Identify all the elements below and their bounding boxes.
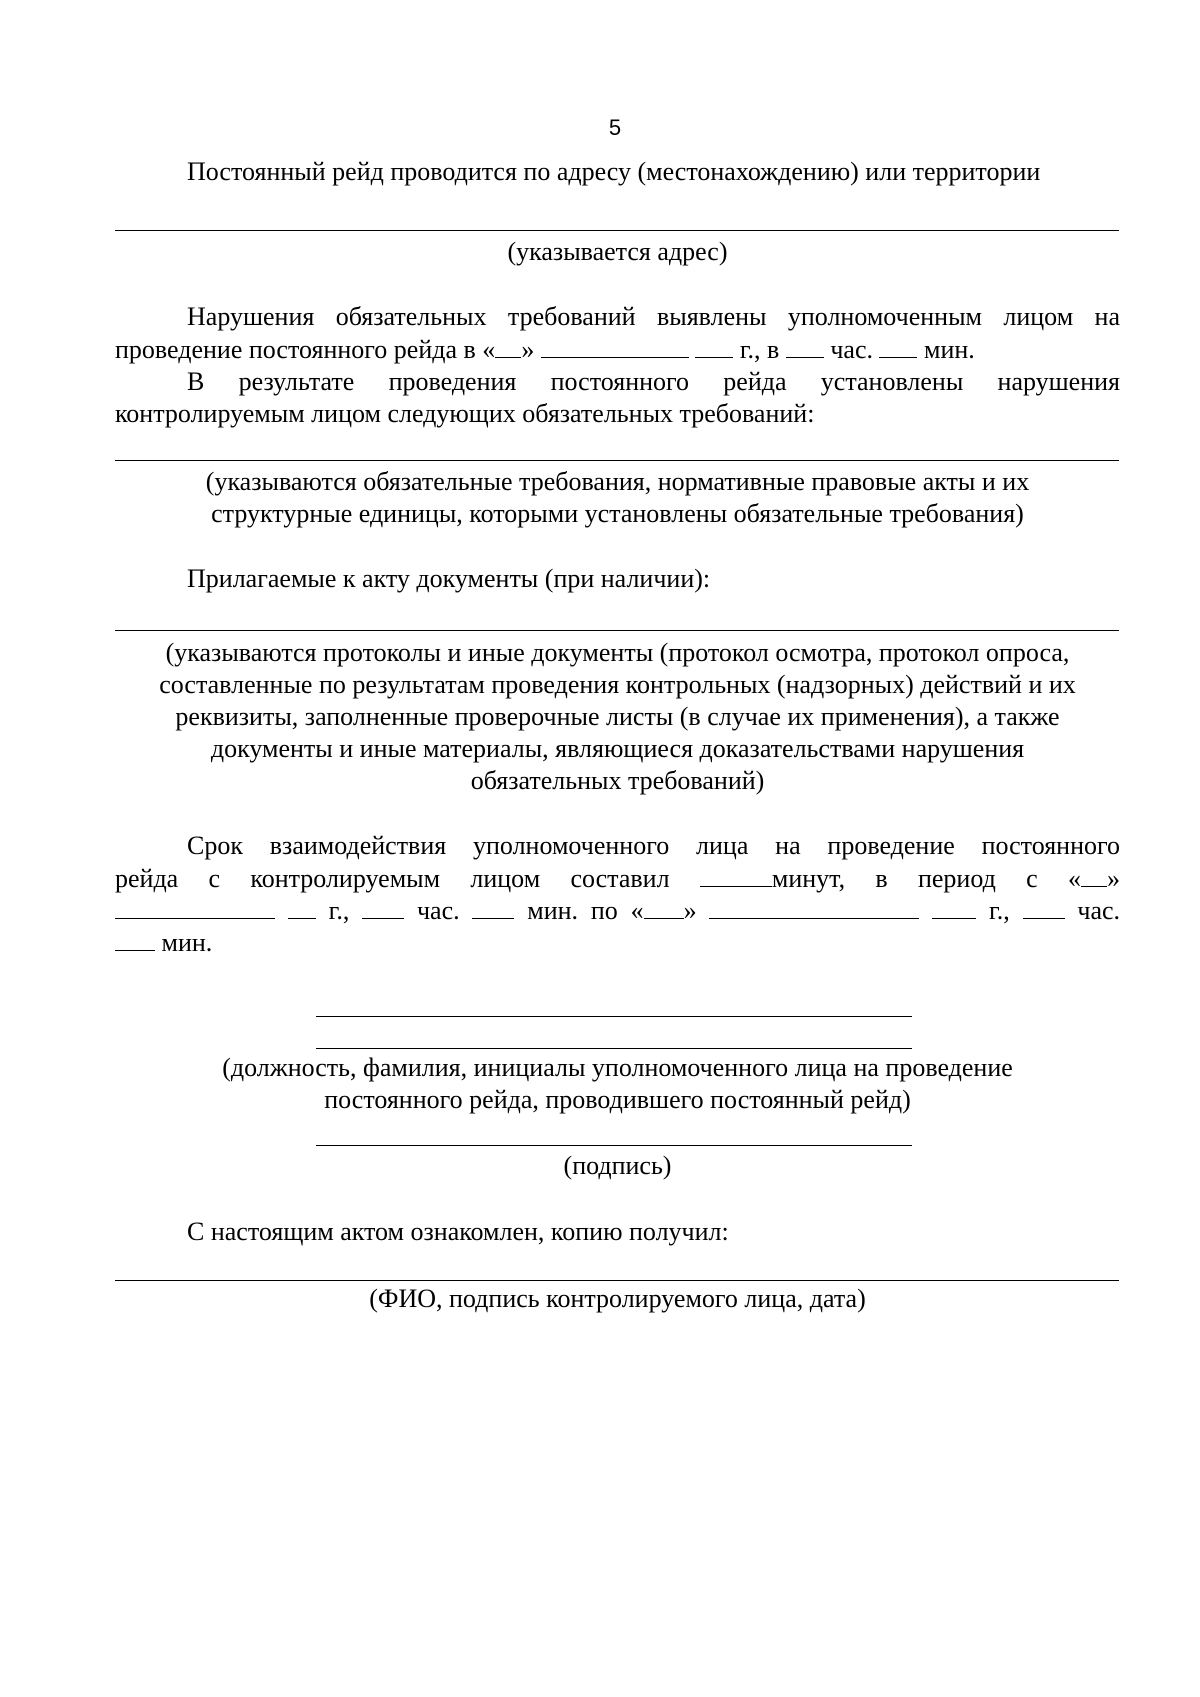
to-month-blank <box>709 896 919 919</box>
duration-paragraph-line2 <box>115 863 1120 895</box>
violations-paragraph-line2 <box>115 334 1120 366</box>
month-blank <box>541 335 689 358</box>
from-minute-blank <box>472 896 514 919</box>
violations-result-paragraph: В результате проведения постоянного рейда установлены нарушения контролируемым лицом следующих обязательных требований: <box>115 367 1120 428</box>
period-to-text: мин. по « <box>527 896 644 925</box>
attachments-caption-line2: составленные по результатам проведения контрольных (надзорных) действий и их <box>159 670 1076 699</box>
acknowledgement-caption: (ФИО, подпись контролируемого лица, дата) <box>369 1284 866 1313</box>
from-day-blank <box>1081 864 1107 887</box>
from-hour-blank <box>362 896 404 919</box>
quote-close: » <box>683 896 697 925</box>
attachments-paragraph: Прилагаемые к акту документы (при наличии): <box>187 564 711 593</box>
address-paragraph: Постоянный рейд проводится по адресу (местонахождению) или территории <box>187 157 1041 186</box>
signature-line <box>316 1145 912 1146</box>
year-blank <box>695 335 733 358</box>
hour-text: час. <box>830 335 873 364</box>
official-position-line-1 <box>316 1016 912 1017</box>
violations-date-prefix: проведение постоянного рейда в « <box>115 335 496 364</box>
requirements-caption-line1: (указываются обязательные требования, нормативные правовые акты и их <box>205 467 1030 496</box>
to-year-blank <box>932 896 976 919</box>
official-position-line-2 <box>316 1048 912 1049</box>
attachments-caption-line5: обязательных требований) <box>470 766 765 795</box>
attachments-caption-line1: (указываются протоколы и иные документы (протокол осмотра, протокол опроса, <box>165 638 1070 667</box>
from-month-blank <box>115 896 275 919</box>
violations-paragraph-line1: Нарушения обязательных требований выявлены уполномоченным лицом на <box>187 302 1120 331</box>
official-caption-line2: постоянного рейда, проводившего постоянный рейд) <box>324 1085 911 1114</box>
year-in-text: г., в <box>739 335 780 364</box>
quote-close: » <box>1107 864 1120 893</box>
requirements-line <box>115 460 1119 461</box>
minutes-count-blank <box>700 864 772 887</box>
period-from-text: минут, в период с « <box>771 864 1081 893</box>
address-caption: (указывается адрес) <box>507 237 728 266</box>
from-year-blank <box>288 896 316 919</box>
quote-close: » <box>521 335 535 364</box>
attachments-caption-line3: реквизиты, заполненные проверочные листы (в случае их применения), а также <box>175 702 1060 731</box>
address-line <box>115 230 1119 231</box>
minute-text: мин. <box>161 928 213 957</box>
year-in-text: г., <box>328 896 350 925</box>
acknowledgement-line <box>115 1280 1119 1281</box>
official-caption-line1: (должность, фамилия, инициалы уполномоченного лица на проведение <box>222 1053 1013 1082</box>
requirements-caption-line2: структурные единицы, которыми установлены обязательные требования) <box>211 499 1024 528</box>
hour-blank <box>786 335 824 358</box>
to-day-blank <box>644 896 684 919</box>
to-minute-blank <box>115 928 155 951</box>
attachments-caption-line4: документы и иные материалы, являющиеся доказательствами нарушения <box>210 734 1025 763</box>
year-in-text: г., <box>989 896 1010 925</box>
to-hour-blank <box>1023 896 1065 919</box>
minute-blank <box>879 335 917 358</box>
duration-paragraph-line1: Срок взаимодействия уполномоченного лица на проведение постоянного <box>187 831 1120 860</box>
attachments-line <box>115 630 1119 631</box>
duration-paragraph-line4 <box>115 927 1120 959</box>
page-number: 5 <box>608 115 622 140</box>
signature-caption: (подпись) <box>563 1151 672 1180</box>
day-blank <box>495 335 521 358</box>
hour-text: час. <box>416 896 460 925</box>
duration-paragraph-line3 <box>115 895 1120 927</box>
hour-text: час. <box>1077 896 1121 925</box>
minute-text: мин. <box>923 335 975 364</box>
acknowledgement-paragraph: С настоящим актом ознакомлен, копию получил: <box>187 1217 729 1246</box>
duration-text: рейда с контролируемым лицом составил <box>115 864 670 893</box>
